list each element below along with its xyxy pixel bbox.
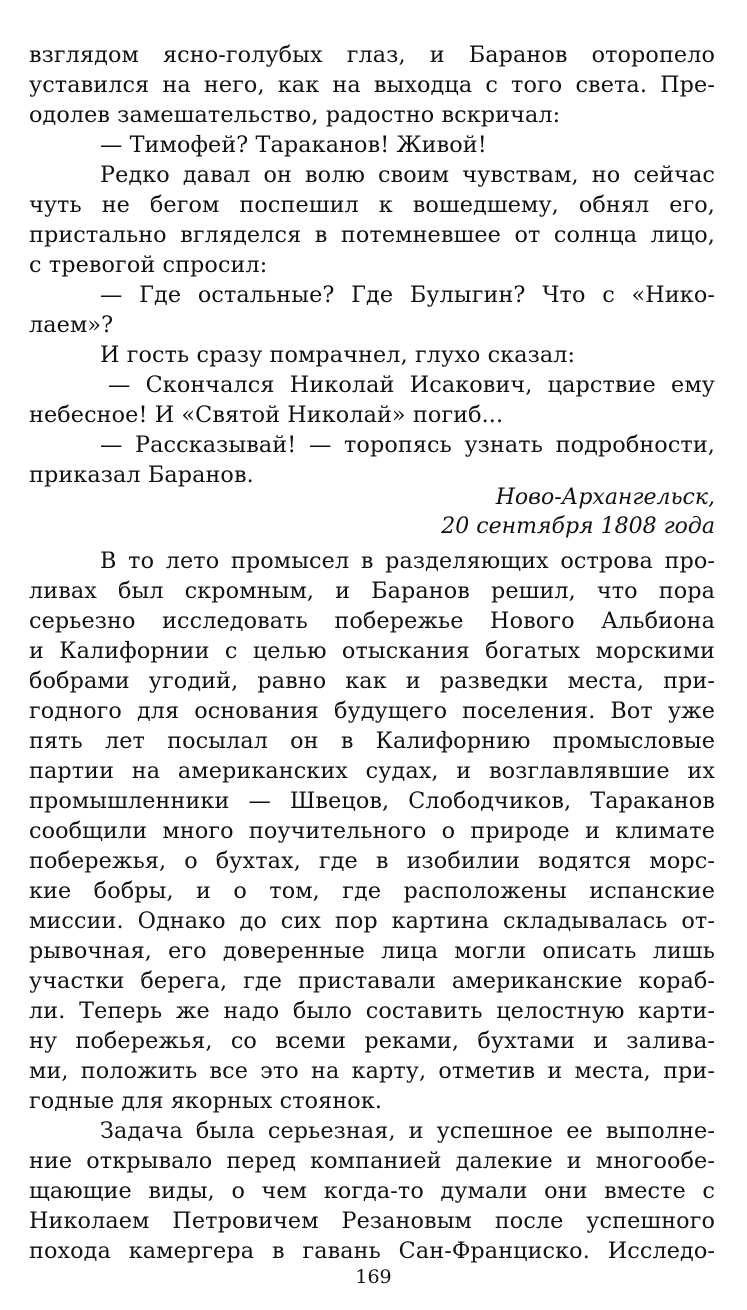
text-line: похода камергера в гавань Сан-Франциско. Исследо-: [29, 1238, 715, 1264]
text-line: кие бобры, и о том, где расположены испанские: [29, 878, 715, 904]
text-line: Редко давал он волю своим чувствам, но сейчас: [100, 162, 715, 188]
text-line: партии на американских судах, и возглавлявшие их: [29, 758, 715, 784]
text-line: ливах был скромным, и Баранов решил, что пора: [29, 578, 715, 604]
text-line: бобрами угодий, равно как и разведки места, при-: [29, 668, 715, 694]
text-line: ми, положить все это на карту, отметив и места, при-: [29, 1058, 715, 1084]
text-line: годные для якорных стоянок.: [29, 1088, 383, 1114]
text-line: ну побережья, со всеми реками, бухтами и залива-: [29, 1028, 715, 1054]
dialogue-line: — Скончался Николай Исакович, царствие ему: [108, 372, 715, 398]
text-line: уставился на него, как на выходца с того света. Пре-: [29, 72, 715, 98]
text-line: И гость сразу помрачнел, глухо сказал:: [100, 342, 576, 368]
text-line: небесное! И «Святой Николай» погиб...: [29, 402, 504, 428]
section-date: 20 сентября 1808 года: [441, 514, 715, 539]
text-line: побережья, о бухтах, где в изобилии водятся морс-: [29, 848, 715, 874]
dialogue-line: — Где остальные? Где Булыгин? Что с «Нико-: [100, 282, 715, 308]
text-line: и Калифорнии с целью отыскания богатых морскими: [29, 638, 715, 664]
text-line: взглядом ясно-голубых глаз, и Баранов оторопело: [29, 42, 715, 68]
text-line: Задача была серьезная, и успешное ее выполне-: [100, 1118, 715, 1144]
section-place: Ново-Архангельск,: [495, 485, 715, 510]
text-line: серьезно исследовать побережье Нового Альбиона: [29, 608, 715, 634]
text-line: лаем»?: [29, 312, 114, 338]
text-line: приказал Баранов.: [29, 462, 254, 488]
text-line: одолев замешательство, радостно вскричал:: [29, 102, 561, 128]
text-line: пять лет посылал он в Калифорнию промысловые: [29, 728, 715, 754]
text-line: пристально вгляделся в потемневшее от солнца лицо,: [29, 222, 715, 248]
text-line: рывочная, его доверенные лица могли описать лишь: [29, 938, 715, 964]
text-line: промышленники — Швецов, Слободчиков, Тараканов: [29, 788, 715, 814]
dialogue-line: — Рассказывай! — торопясь узнать подробности,: [100, 432, 715, 458]
text-line: ли. Теперь же надо было составить целостную карти-: [29, 998, 715, 1024]
text-line: ние открывало перед компанией далекие и многообе-: [29, 1148, 715, 1174]
page-number: 169: [355, 1266, 392, 1288]
text-line: участки берега, где приставали американские кораб-: [29, 968, 715, 994]
dialogue-line: — Тимофей? Тараканов! Живой!: [100, 132, 487, 158]
text-line: В то лето промысел в разделяющих острова про-: [100, 548, 715, 574]
text-line: сообщили много поучительного о природе и климате: [29, 818, 715, 844]
text-line: Николаем Петровичем Резановым после успешного: [29, 1208, 715, 1234]
text-line: щающие виды, о чем когда-то думали они вместе с: [29, 1178, 715, 1204]
text-line: чуть не бегом поспешил к вошедшему, обнял его,: [29, 192, 715, 218]
text-line: миссии. Однако до сих пор картина складывалась от-: [29, 908, 715, 934]
text-line: с тревогой спросил:: [29, 252, 268, 278]
text-line: годного для основания будущего поселения. Вот уже: [29, 698, 715, 724]
